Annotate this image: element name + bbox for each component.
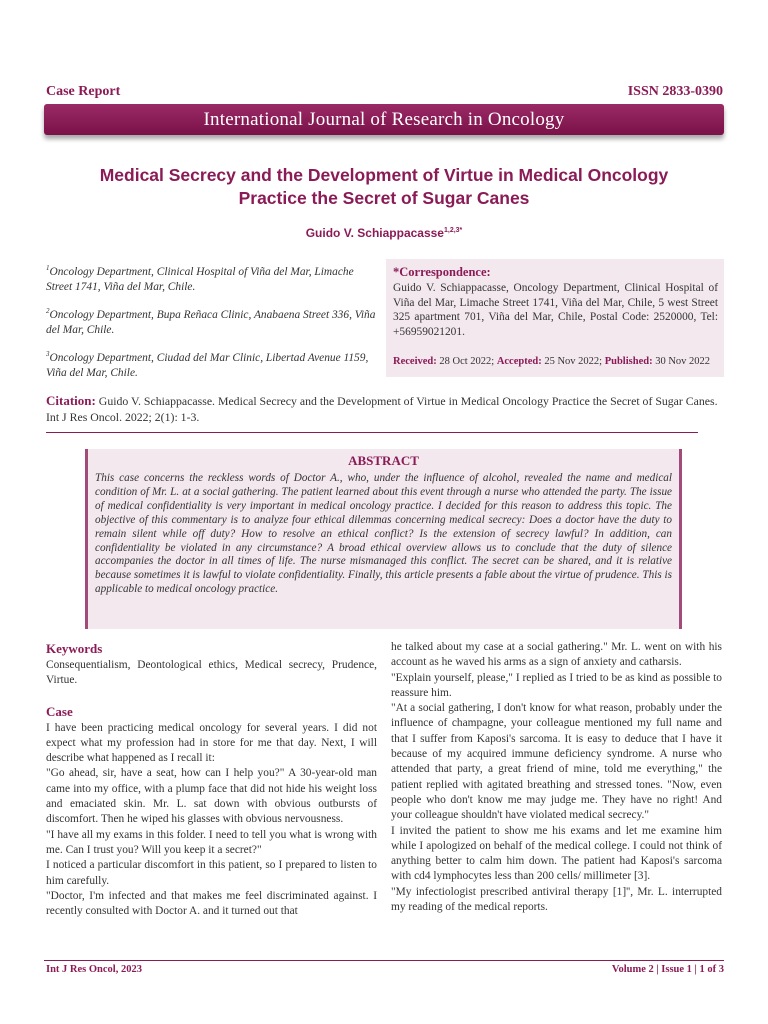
- affiliation-number: 2: [46, 307, 50, 315]
- case-paragraph: "I have all my exams in this folder. I need to tell you what is wrong with me. Can I trust you? Will you keep it a secret?": [46, 828, 377, 856]
- author-affiliation-marks: 1,2,3*: [443, 227, 463, 234]
- case-heading: Case: [46, 703, 73, 719]
- footer-page-info: Volume 2 | Issue 1 | 1 of 3: [611, 964, 724, 975]
- citation-label: Citation:: [46, 393, 96, 408]
- accepted-label: Accepted:: [496, 356, 542, 367]
- article-title-line-2: Practice the Secret of Sugar Canes: [238, 188, 530, 208]
- keywords-heading: Keywords: [46, 641, 103, 656]
- abstract-box: [85, 449, 682, 629]
- affiliation-text: Oncology Department, Clinical Hospital of Viña del Mar, Limache Street 1741, Viña del Mar, Chile.: [46, 265, 354, 293]
- journal-name: International Journal of Research in Oncology: [203, 108, 565, 130]
- case-paragraph: "Go ahead, sir, have a seat, how can I help you?" A 30-year-old man came into my office, with a plump face that did not hide his weight loss and emaciated skin. Mr. L. sat down with obvious outbursts of discomfort. Then he wiped his glasses with obvious nervousness.: [46, 767, 377, 826]
- affiliation-number: 3: [46, 350, 50, 358]
- case-paragraph: "At a social gathering, I don't know for what reason, probably under the influence of champagne, your colleague mentioned my full name and that I suffer from Kaposi's sarcoma. It is easy to deduce that I have it because of my acquired immune deficiency syndrome. A nurse who attended that party, a great friend of mine, told me everything," the patient replied with agitated breathing and stressed tones. "Now, even people who don't know me may judge me. They have no right! And your colleague shouldn't have violated medical secrecy.": [391, 702, 722, 822]
- case-paragraph: he talked about my case at a social gathering." Mr. L. went on with his account as he waved his arms as a sign of anxiety and catharsis.: [391, 641, 722, 669]
- correspondence-title: *Correspondence:: [393, 265, 491, 279]
- affiliation-number: 1: [46, 264, 50, 272]
- case-paragraph: I invited the patient to show me his exams and let me examine him while I apologized on behalf of the medical college. I could not think of anything better to calm him down. The patient had Kaposi's sarcoma with cd4 lymphocytes less than 200 cells/ millimeter [3].: [391, 824, 722, 883]
- author-line: [0, 226, 768, 240]
- case-paragraph: I have been practicing medical oncology for several years. I did not expect what my profession had in store for me that day. Next, I will describe what happened as I recall it:: [46, 721, 377, 765]
- correspondence-text: Guido V. Schiappacasse, Oncology Department, Clinical Hospital of Viña del Mar, Limache Street 1741, Viña del Mar, Chile, 5 west Street 325 apartment 701, Viña del Mar, Chile, Postal Code: 2520000, Tel: +56959021201.: [393, 282, 718, 338]
- received-label: Received:: [393, 356, 437, 367]
- abstract-title: ABSTRACT: [348, 453, 419, 468]
- correspondence-box: [386, 259, 724, 377]
- left-column: [46, 640, 377, 919]
- article-title: [40, 164, 728, 210]
- article-title-line-1: Medical Secrecy and the Development of Virtue in Medical Oncology: [99, 165, 669, 185]
- journal-banner: [44, 104, 724, 135]
- footer-journal-ref: Int J Res Oncol, 2023: [46, 964, 142, 975]
- issn-label: ISSN 2833-0390: [627, 84, 723, 99]
- case-paragraph: "Doctor, I'm infected and that makes me feel discriminated against. I recently consulted with Doctor A. and it turned out that: [46, 889, 377, 918]
- article-dates: [393, 356, 718, 367]
- footer-divider: [44, 960, 724, 961]
- author-name: Guido V. Schiappacasse: [305, 226, 444, 240]
- citation-text: Guido V. Schiappacasse. Medical Secrecy and the Development of Virtue in Medical Oncology Practice the Secret of Sugar Canes. Int J Res Oncol. 2022; 2(1): 1-3.: [46, 394, 718, 424]
- affiliation-2: [46, 304, 376, 338]
- published-date: 30 Nov 2022: [655, 356, 711, 367]
- affiliation-3: [46, 347, 376, 381]
- citation-divider: [46, 432, 698, 433]
- affiliation-1: [46, 261, 376, 295]
- affiliation-text: Oncology Department, Ciudad del Mar Clinic, Libertad Avenue 1159, Viña del Mar, Chile.: [46, 351, 369, 379]
- right-column: [391, 640, 722, 915]
- accepted-date: 25 Nov 2022;: [544, 356, 603, 367]
- case-paragraph: I noticed a particular discomfort in this patient, so I prepared to listen to him carefully.: [46, 859, 377, 887]
- keywords-text: Consequentialism, Deontological ethics, Medical secrecy, Prudence, Virtue.: [46, 659, 377, 687]
- received-date: 28 Oct 2022;: [439, 356, 495, 367]
- case-paragraph: "My infectiologist prescribed antiviral therapy [1]'', Mr. L. interrupted my reading of the medical reports.: [391, 885, 722, 914]
- published-label: Published:: [604, 356, 653, 367]
- affiliation-text: Oncology Department, Bupa Reñaca Clinic, Anabaena Street 336, Viña del Mar, Chile.: [46, 308, 376, 336]
- citation: [46, 393, 724, 425]
- case-paragraph: "Explain yourself, please," I replied as I tried to be as kind as possible to reassure him.: [391, 671, 722, 699]
- article-type-label: Case Report: [46, 84, 121, 99]
- abstract-text: This case concerns the reckless words of Doctor A., who, under the influence of alcohol, revealed the name and medical condition of Mr. L. at a social gathering. The patient learned about this event through a nurse who attended the party. The issue of medical confidentiality is very important in medical oncology practice. I decided for this reason to address this topic. The objective of this commentary is to analyze four ethical dilemmas concerning medical secrecy: Does a doctor have the duty to remain silent while off duty? How to resolve an ethical conflict? Is the extension of secrecy lawful? In addition, can confidentiality be violated in any circumstance? A broad ethical overview allows us to conclude that the duty of silence accompanies the doctor in all times of life. The nurse mismanaged this conflict. The secret can be shared, and it is relative because sometimes it is lawful to violate confidentiality. Finally, this article presents a fable about the virtue of prudence. This is applicable to medical oncology practice.: [95, 472, 672, 596]
